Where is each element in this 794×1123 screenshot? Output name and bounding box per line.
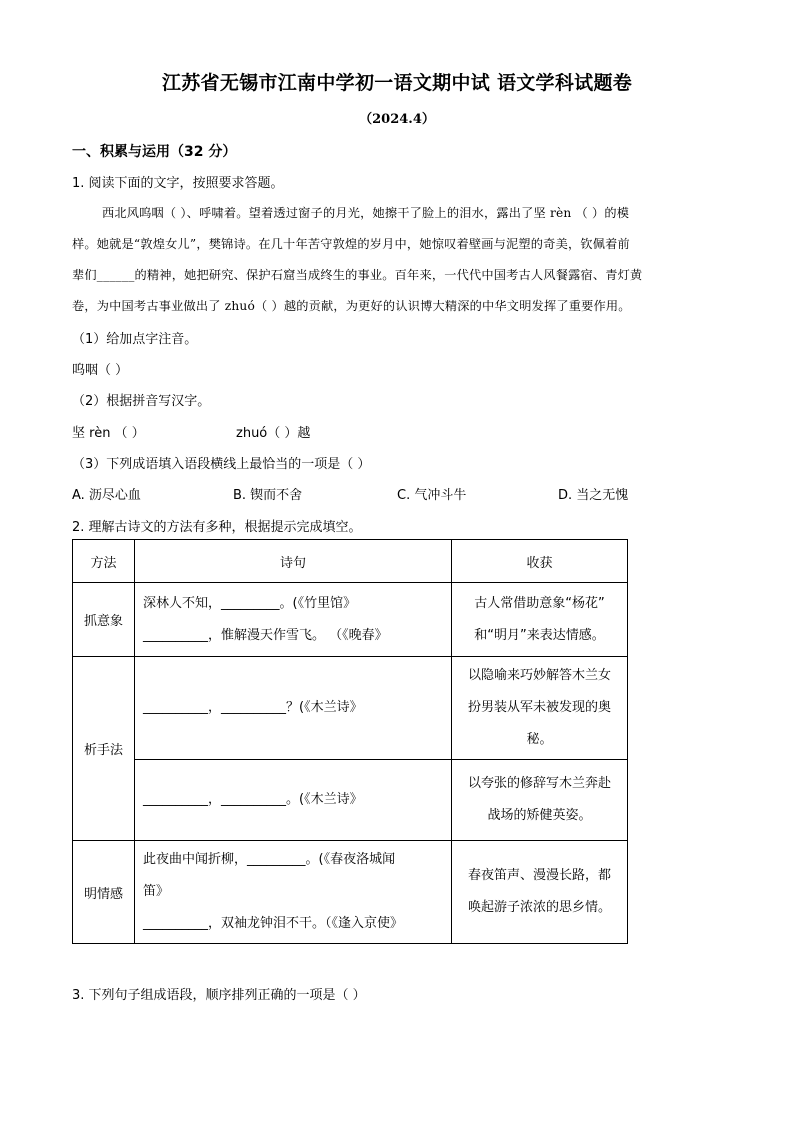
verse-line: __________，惟解漫天作雪飞。 （《晚春》	[143, 627, 388, 643]
method-cell: 明情感	[73, 841, 135, 944]
gain-line: 以隐喻来巧妙解答木兰女	[467, 668, 611, 683]
table-row	[73, 657, 628, 760]
pinyin-zhuo-blank: zhuó（ ）越	[236, 426, 311, 441]
verse-line: 笛》	[143, 884, 170, 899]
verse-line: 深林人不知，_________。(《竹里馆》	[143, 595, 357, 611]
passage-line-3: 辈们______的精神，她把研究、保护石窟当成终生的事业。百年来，一代代中国考古人风餐露宿、青灯黄	[72, 268, 643, 282]
method-cell: 抓意象	[73, 583, 135, 657]
gain-cell	[452, 583, 628, 657]
gain-line: 和“明月”来表达情感。	[474, 627, 605, 643]
header-verse: 诗句	[135, 540, 452, 583]
passage-line-2: 样。她就是“敦煌女儿”，樊锦诗。在几十年苦守敦煌的岁月中，她惊叹着壁画与泥塑的奇美，钦佩着前	[72, 237, 630, 251]
table-row	[73, 583, 628, 657]
verse-cell	[135, 841, 452, 944]
gain-cell	[452, 657, 628, 760]
passage-line-1: 西北风呜咽（ ）、呼啸着。望着透过窗子的月光，她擦干了脸上的泪水，露出了坚 rèn （ ）的模	[102, 206, 630, 220]
sub-question-1-answer-blank: 呜咽（ ）	[72, 363, 129, 378]
sub-question-3: （3）下列成语填入语段横线上最恰当的一项是（ ）	[72, 457, 371, 472]
option-d: D. 当之无愧	[558, 488, 629, 503]
gain-line: 秘。	[526, 732, 553, 747]
verse-cell	[135, 760, 452, 841]
gain-line: 古人常借助意象“杨花”	[474, 595, 605, 611]
passage-line-4: 卷，为中国考古事业做出了 zhuó（ ）越的贡献，为更好的认识博大精深的中华文明发挥了重要作用。	[72, 299, 631, 313]
gain-cell	[452, 760, 628, 841]
exam-date: （2024.4）	[359, 112, 435, 127]
question-1-stem: 1. 阅读下面的文字，按照要求答题。	[72, 176, 284, 191]
gain-line: 春夜笛声、漫漫长路，都	[467, 868, 611, 883]
verse-line: __________，__________。(《木兰诗》	[143, 792, 363, 807]
header-gain: 收获	[452, 540, 628, 583]
verse-line: __________，双袖龙钟泪不干。（《逢入京使》	[143, 916, 404, 931]
table-header-row	[73, 540, 628, 583]
gain-line: 以夸张的修辞写木兰奔赴	[467, 776, 611, 791]
table-row	[73, 760, 628, 841]
sub-question-1: （1）给加点字注音。	[72, 332, 198, 347]
exam-title: 江苏省无锡市江南中学初一语文期中试 语文学科试题卷	[161, 72, 633, 94]
option-b: B. 锲而不舍	[233, 488, 303, 503]
section-heading: 一、积累与运用（32 分）	[72, 144, 237, 160]
gain-line: 战场的矫健英姿。	[487, 808, 592, 823]
verse-line: 此夜曲中闻折柳，_________。(《春夜洛城闻	[143, 852, 396, 867]
option-c: C. 气冲斗牛	[397, 488, 467, 503]
pinyin-ren-blank: 坚 rèn （ ）	[72, 426, 145, 441]
sub-question-2: （2）根据拼音写汉字。	[72, 394, 211, 409]
verse-cell	[135, 583, 452, 657]
question-2-stem: 2. 理解古诗文的方法有多种，根据提示完成填空。	[72, 520, 362, 535]
option-a: A. 沥尽心血	[72, 488, 141, 503]
verse-line: __________，__________？(《木兰诗》	[143, 700, 363, 715]
verse-cell	[135, 657, 452, 760]
table-row	[73, 841, 628, 944]
method-cell: 析手法	[73, 657, 135, 841]
gain-line: 扮男装从军未被发现的奥	[467, 700, 611, 715]
gain-cell	[452, 841, 628, 944]
gain-line: 唤起游子浓浓的思乡情。	[467, 900, 611, 915]
poetry-table	[72, 539, 628, 944]
header-method: 方法	[73, 540, 135, 583]
question-3-stem: 3. 下列句子组成语段，顺序排列正确的一项是（ ）	[72, 988, 366, 1003]
